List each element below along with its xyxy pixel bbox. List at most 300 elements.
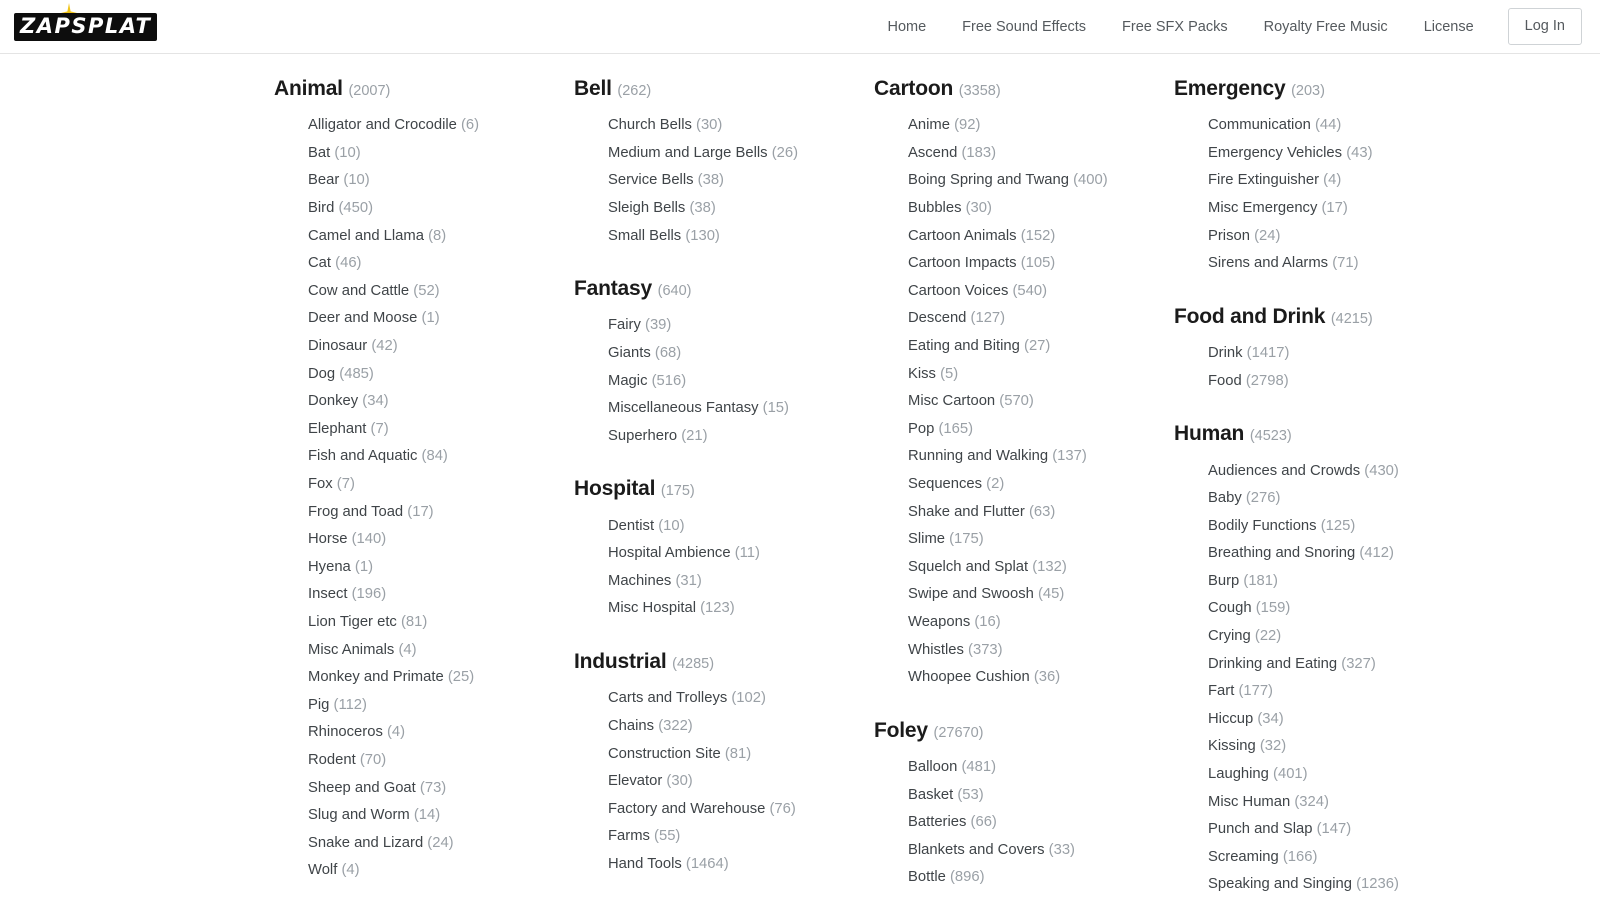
subcategory-count: (276) <box>1245 490 1281 507</box>
subcategory-item[interactable] <box>308 830 574 858</box>
subcategory-item[interactable] <box>608 340 874 368</box>
subcategory-label: Cough <box>1208 600 1252 617</box>
subcategory-label: Fairy <box>608 317 641 334</box>
subcategory-count: (102) <box>731 690 766 707</box>
subcategory-item[interactable] <box>308 388 574 416</box>
category-group <box>574 649 874 878</box>
subcategory-label: Factory and Warehouse <box>608 800 766 817</box>
subcategory-item[interactable] <box>308 278 574 306</box>
subcategory-item[interactable] <box>608 167 874 195</box>
subcategory-count: (10) <box>343 172 370 189</box>
subcategory-label: Construction Site <box>608 745 721 762</box>
subcategory-item[interactable] <box>908 499 1174 527</box>
subcategory-count: (485) <box>339 365 374 382</box>
subcategory-count: (32) <box>1259 738 1287 755</box>
subcategory-item[interactable] <box>908 554 1174 582</box>
category-group-count: (4215) <box>1330 310 1373 327</box>
subcategory-list <box>874 112 1174 691</box>
subcategory-item[interactable] <box>1208 340 1474 368</box>
category-group <box>874 718 1174 892</box>
category-group-label: Animal <box>274 77 343 100</box>
subcategory-count: (68) <box>654 345 682 362</box>
subcategory-item[interactable] <box>308 526 574 554</box>
category-group <box>574 276 874 450</box>
subcategory-item[interactable] <box>1208 816 1474 844</box>
subcategory-count: (112) <box>333 696 367 713</box>
subcategory-label: Communication <box>1208 117 1311 134</box>
subcategory-label: Slime <box>908 531 945 548</box>
subcategory-list <box>574 513 874 623</box>
subcategory-item[interactable] <box>308 609 574 637</box>
subcategory-label: Sirens and Alarms <box>1208 255 1329 272</box>
subcategory-label: Sleigh Bells <box>608 200 686 217</box>
subcategory-item[interactable] <box>1208 195 1474 223</box>
subcategory-label: Miscellaneous Fantasy <box>608 400 759 417</box>
subcategory-label: Boing Spring and Twang <box>908 172 1069 189</box>
subcategory-count: (105) <box>1020 255 1056 272</box>
subcategory-count: (570) <box>999 393 1034 410</box>
subcategory-count: (92) <box>954 117 981 134</box>
subcategory-label: Bubbles <box>908 200 962 217</box>
subcategory-item[interactable] <box>908 416 1174 444</box>
category-group-count: (203) <box>1291 83 1325 99</box>
subcategory-item[interactable] <box>908 250 1174 278</box>
subcategory-count: (159) <box>1255 600 1291 617</box>
subcategory-label: Hyena <box>308 558 351 575</box>
subcategory-item[interactable] <box>608 423 874 451</box>
subcategory-item[interactable] <box>908 809 1174 837</box>
subcategory-item[interactable] <box>908 754 1174 782</box>
category-group <box>574 76 874 250</box>
subcategory-item[interactable] <box>308 305 574 333</box>
subcategory-label: Screaming <box>1208 848 1279 865</box>
subcategory-label: Cat <box>308 255 332 272</box>
subcategory-item[interactable] <box>908 223 1174 251</box>
subcategory-item[interactable] <box>608 713 874 741</box>
category-group-label: Cartoon <box>874 77 954 100</box>
subcategory-label: Squelch and Splat <box>908 558 1029 575</box>
subcategory-label: Rodent <box>308 751 356 768</box>
login-button[interactable]: Log In <box>1508 8 1582 45</box>
subcategory-item[interactable] <box>1208 540 1474 568</box>
subcategory-count: (22) <box>1254 628 1282 645</box>
subcategory-item[interactable] <box>308 719 574 747</box>
subcategory-label: Baby <box>1208 490 1242 507</box>
subcategory-count: (430) <box>1364 462 1399 479</box>
category-group-label: Emergency <box>1174 77 1286 100</box>
subcategory-item[interactable] <box>908 112 1174 140</box>
subcategory-label: Anime <box>908 117 950 134</box>
subcategory-item[interactable] <box>908 305 1174 333</box>
subcategory-count: (11) <box>734 545 760 562</box>
subcategory-label: Audiences and Crowds <box>1208 462 1361 479</box>
subcategory-label: Dog <box>308 365 336 382</box>
subcategory-label: Fire Extinguisher <box>1208 172 1320 189</box>
subcategory-item[interactable] <box>608 223 874 251</box>
subcategory-label: Lion Tiger etc <box>308 613 397 630</box>
subcategory-count: (17) <box>1321 200 1348 217</box>
subcategory-label: Machines <box>608 572 672 589</box>
subcategory-item[interactable] <box>608 685 874 713</box>
subcategory-count: (38) <box>689 200 716 217</box>
subcategory-label: Crying <box>1208 628 1251 645</box>
subcategory-label: Breathing and Snoring <box>1208 545 1356 562</box>
subcategory-label: Swipe and Swoosh <box>908 586 1034 603</box>
subcategory-label: Camel and Llama <box>308 227 424 244</box>
subcategory-count: (17) <box>407 503 434 520</box>
nav-item-license[interactable]: License <box>1423 18 1474 35</box>
subcategory-label: Cartoon Voices <box>908 282 1009 299</box>
subcategory-label: Punch and Slap <box>1208 821 1313 838</box>
subcategory-label: Snake and Lizard <box>308 834 424 851</box>
subcategory-item[interactable] <box>908 167 1174 195</box>
subcategory-item[interactable] <box>608 741 874 769</box>
category-group <box>1174 421 1474 899</box>
subcategory-label: Speaking and Singing <box>1208 876 1352 893</box>
subcategory-count: (24) <box>1254 227 1281 244</box>
subcategory-item[interactable] <box>608 540 874 568</box>
subcategory-item[interactable] <box>608 368 874 396</box>
category-group-title[interactable] <box>574 276 874 302</box>
subcategory-count: (31) <box>675 572 702 589</box>
category-group-count: (262) <box>617 83 652 99</box>
subcategory-count: (73) <box>419 779 447 796</box>
subcategory-label: Insect <box>308 586 348 603</box>
category-group-title[interactable] <box>574 649 874 675</box>
subcategory-count: (327) <box>1341 655 1376 672</box>
subcategory-item[interactable] <box>308 554 574 582</box>
subcategory-item[interactable] <box>1208 140 1474 168</box>
subcategory-count: (30) <box>696 117 723 134</box>
nav-item-royalty-free-music[interactable]: Royalty Free Music <box>1263 18 1388 35</box>
main-nav <box>869 8 1582 45</box>
subcategory-label: Sheep and Goat <box>308 779 416 796</box>
subcategory-label: Cartoon Impacts <box>908 255 1017 272</box>
subcategory-count: (24) <box>427 834 454 851</box>
category-group-title[interactable] <box>1174 76 1474 102</box>
subcategory-list <box>1174 340 1474 395</box>
subcategory-item[interactable] <box>1208 167 1474 195</box>
subcategory-item[interactable] <box>1208 706 1474 734</box>
subcategory-item[interactable] <box>308 223 574 251</box>
subcategory-item[interactable] <box>308 857 574 885</box>
subcategory-item[interactable] <box>308 112 574 140</box>
subcategory-item[interactable] <box>1208 678 1474 706</box>
subcategory-count: (516) <box>651 372 687 389</box>
subcategory-count: (34) <box>1257 710 1284 727</box>
subcategory-item[interactable] <box>308 361 574 389</box>
subcategory-count: (324) <box>1294 793 1329 810</box>
category-group-title[interactable] <box>874 718 1174 744</box>
subcategory-count: (7) <box>336 475 355 492</box>
subcategory-count: (322) <box>658 717 693 734</box>
category-group-label: Human <box>1174 422 1245 446</box>
category-group-title[interactable] <box>874 76 1174 102</box>
subcategory-item[interactable] <box>1208 458 1474 486</box>
subcategory-item[interactable] <box>308 802 574 830</box>
subcategory-item[interactable] <box>308 581 574 609</box>
subcategory-label: Superhero <box>608 427 678 444</box>
subcategory-item[interactable] <box>1208 112 1474 140</box>
category-group <box>1174 76 1474 278</box>
subcategory-item[interactable] <box>308 775 574 803</box>
subcategory-item[interactable] <box>908 388 1174 416</box>
subcategory-count: (30) <box>666 773 693 790</box>
subcategory-count: (52) <box>413 282 440 299</box>
subcategory-label: Giants <box>608 345 651 362</box>
subcategory-label: Slug and Worm <box>308 807 410 824</box>
subcategory-item[interactable] <box>608 513 874 541</box>
subcategory-label: Misc Hospital <box>608 600 696 617</box>
subcategory-count: (36) <box>1033 669 1061 686</box>
subcategory-label: Deer and Moose <box>308 310 418 327</box>
subcategory-item[interactable] <box>1208 651 1474 679</box>
subcategory-count: (196) <box>351 586 387 603</box>
subcategory-item[interactable] <box>1208 485 1474 513</box>
subcategory-count: (400) <box>1073 172 1108 189</box>
subcategory-item[interactable] <box>308 471 574 499</box>
subcategory-item[interactable] <box>308 692 574 720</box>
subcategory-count: (34) <box>362 393 389 410</box>
subcategory-label: Ascend <box>908 144 958 161</box>
subcategory-count: (30) <box>965 200 992 217</box>
category-group-count: (4523) <box>1249 428 1292 445</box>
subcategory-item[interactable] <box>1208 368 1474 396</box>
subcategory-item[interactable] <box>608 140 874 168</box>
subcategory-count: (66) <box>970 814 997 831</box>
subcategory-count: (4) <box>386 724 406 741</box>
subcategory-count: (43) <box>1346 144 1373 161</box>
subcategory-item[interactable] <box>308 416 574 444</box>
subcategory-item[interactable] <box>908 864 1174 892</box>
subcategory-count: (166) <box>1282 848 1318 865</box>
nav-item-free-sound-effects[interactable]: Free Sound Effects <box>962 18 1087 35</box>
subcategory-label: Laughing <box>1208 766 1269 783</box>
subcategory-item[interactable] <box>608 823 874 851</box>
subcategory-item[interactable] <box>1208 223 1474 251</box>
subcategory-item[interactable] <box>308 637 574 665</box>
zapsplat-logo[interactable] <box>14 10 152 44</box>
subcategory-label: Wolf <box>308 862 338 879</box>
site-header <box>0 0 1600 54</box>
subcategory-label: Alligator and Crocodile <box>308 117 457 134</box>
subcategory-item[interactable] <box>908 471 1174 499</box>
subcategory-label: Emergency Vehicles <box>1208 144 1343 161</box>
subcategory-label: Running and Walking <box>908 448 1049 465</box>
subcategory-label: Misc Cartoon <box>908 393 996 410</box>
category-group-title[interactable] <box>1174 421 1474 447</box>
subcategory-label: Small Bells <box>608 227 682 244</box>
subcategory-count: (2798) <box>1245 372 1289 389</box>
subcategory-item[interactable] <box>608 112 874 140</box>
subcategory-item[interactable] <box>908 664 1174 692</box>
subcategory-label: Drinking and Eating <box>1208 655 1338 672</box>
category-group <box>874 76 1174 692</box>
subcategory-label: Sequences <box>908 475 983 492</box>
subcategory-item[interactable] <box>608 312 874 340</box>
subcategory-count: (137) <box>1052 448 1087 465</box>
subcategory-item[interactable] <box>908 782 1174 810</box>
subcategory-item[interactable] <box>1208 623 1474 651</box>
subcategory-label: Eating and Biting <box>908 338 1020 354</box>
category-group-count: (3358) <box>958 83 1001 99</box>
subcategory-item[interactable] <box>308 195 574 223</box>
subcategory-count: (412) <box>1359 545 1394 562</box>
subcategory-item[interactable] <box>608 195 874 223</box>
subcategory-label: Misc Human <box>1208 793 1291 810</box>
subcategory-count: (71) <box>1332 255 1359 272</box>
subcategory-item[interactable] <box>608 768 874 796</box>
subcategory-item[interactable] <box>908 443 1174 471</box>
category-group-label: Food and Drink <box>1174 304 1326 328</box>
category-column-1 <box>274 76 574 914</box>
subcategory-item[interactable] <box>308 664 574 692</box>
subcategory-count: (4) <box>398 641 417 658</box>
subcategory-label: Whistles <box>908 641 964 658</box>
subcategory-list <box>1174 458 1474 900</box>
subcategory-item[interactable] <box>1208 250 1474 278</box>
subcategory-label: Weapons <box>908 613 971 630</box>
subcategory-count: (5) <box>940 365 959 382</box>
subcategory-item[interactable] <box>908 637 1174 665</box>
category-group-title[interactable] <box>1174 304 1474 330</box>
subcategory-list <box>874 754 1174 892</box>
subcategory-item[interactable] <box>608 851 874 879</box>
subcategory-item[interactable] <box>908 609 1174 637</box>
subcategory-label: Dinosaur <box>308 338 368 354</box>
subcategory-count: (125) <box>1320 517 1356 534</box>
category-group-count: (27670) <box>933 724 984 741</box>
subcategory-label: Descend <box>908 310 967 327</box>
subcategory-label: Misc Animals <box>308 641 395 658</box>
subcategory-item[interactable] <box>608 395 874 423</box>
category-group-label: Foley <box>874 718 928 742</box>
subcategory-label: Drink <box>1208 345 1243 362</box>
category-columns <box>0 54 1600 914</box>
logo-text: ZAPSPLAT <box>14 13 157 41</box>
subcategory-item[interactable] <box>1208 789 1474 817</box>
subcategory-count: (15) <box>762 400 789 417</box>
subcategory-item[interactable] <box>908 526 1174 554</box>
subcategory-item[interactable] <box>308 443 574 471</box>
subcategory-label: Bat <box>308 144 331 161</box>
category-group-title[interactable] <box>574 476 874 502</box>
category-group-count: (175) <box>660 483 695 500</box>
subcategory-label: Chains <box>608 717 655 734</box>
subcategory-count: (33) <box>1048 841 1075 858</box>
subcategory-item[interactable] <box>908 140 1174 168</box>
subcategory-count: (896) <box>949 869 985 886</box>
subcategory-item[interactable] <box>608 568 874 596</box>
category-group-label: Fantasy <box>574 277 652 301</box>
subcategory-item[interactable] <box>308 250 574 278</box>
category-group-label: Hospital <box>574 477 656 501</box>
subcategory-count: (4) <box>1323 172 1342 189</box>
subcategory-count: (16) <box>974 613 1001 630</box>
category-group-count: (640) <box>657 283 692 300</box>
subcategory-label: Elephant <box>308 420 367 437</box>
subcategory-count: (81) <box>400 613 428 630</box>
subcategory-count: (45) <box>1037 586 1065 603</box>
subcategory-item[interactable] <box>1208 595 1474 623</box>
subcategory-item[interactable] <box>608 796 874 824</box>
subcategory-item[interactable] <box>1208 733 1474 761</box>
subcategory-count: (8) <box>428 227 447 244</box>
subcategory-count: (140) <box>351 531 387 548</box>
subcategory-label: Balloon <box>908 758 958 775</box>
subcategory-item[interactable] <box>908 278 1174 306</box>
subcategory-count: (42) <box>371 338 398 354</box>
subcategory-item[interactable] <box>308 499 574 527</box>
subcategory-count: (14) <box>413 807 441 824</box>
subcategory-count: (540) <box>1012 282 1048 299</box>
subcategory-item[interactable] <box>308 140 574 168</box>
subcategory-label: Carts and Trolleys <box>608 690 728 707</box>
subcategory-item[interactable] <box>308 747 574 775</box>
subcategory-list <box>274 112 574 885</box>
subcategory-count: (84) <box>421 448 448 465</box>
category-group-title[interactable] <box>574 76 874 102</box>
subcategory-count: (7) <box>370 420 389 437</box>
subcategory-count: (10) <box>658 517 685 534</box>
subcategory-item[interactable] <box>908 361 1174 389</box>
subcategory-item[interactable] <box>1208 513 1474 541</box>
subcategory-item[interactable] <box>608 595 874 623</box>
subcategory-count: (130) <box>685 227 720 244</box>
nav-item-home[interactable]: Home <box>887 18 927 35</box>
subcategory-label: Kissing <box>1208 738 1256 755</box>
category-column-4 <box>1174 76 1474 914</box>
subcategory-item[interactable] <box>1208 871 1474 899</box>
subcategory-item[interactable] <box>908 333 1174 361</box>
subcategory-label: Medium and Large Bells <box>608 144 768 161</box>
subcategory-count: (2) <box>986 475 1005 492</box>
subcategory-item[interactable] <box>1208 844 1474 872</box>
subcategory-label: Hiccup <box>1208 710 1254 727</box>
subcategory-item[interactable] <box>908 195 1174 223</box>
subcategory-label: Bird <box>308 200 335 217</box>
subcategory-count: (81) <box>724 745 752 762</box>
subcategory-label: Fish and Aquatic <box>308 448 418 465</box>
subcategory-item[interactable] <box>908 581 1174 609</box>
subcategory-count: (1) <box>421 310 440 327</box>
subcategory-count: (1236) <box>1356 876 1399 893</box>
subcategory-item[interactable] <box>1208 568 1474 596</box>
subcategory-item[interactable] <box>1208 761 1474 789</box>
category-group-label: Industrial <box>574 650 667 674</box>
subcategory-label: Bear <box>308 172 340 189</box>
subcategory-label: Monkey and Primate <box>308 669 444 686</box>
subcategory-label: Misc Emergency <box>1208 200 1318 217</box>
subcategory-count: (25) <box>447 669 475 686</box>
subcategory-item[interactable] <box>308 167 574 195</box>
category-group-title[interactable] <box>274 76 574 102</box>
subcategory-list <box>574 685 874 878</box>
subcategory-item[interactable] <box>908 837 1174 865</box>
subcategory-list <box>574 312 874 450</box>
subcategory-label: Blankets and Covers <box>908 841 1045 858</box>
subcategory-label: Hospital Ambience <box>608 545 731 562</box>
subcategory-label: Hand Tools <box>608 855 682 872</box>
subcategory-count: (4) <box>341 862 360 879</box>
nav-item-free-sfx-packs[interactable]: Free SFX Packs <box>1122 18 1228 35</box>
subcategory-list <box>1174 112 1474 278</box>
subcategory-label: Burp <box>1208 572 1240 589</box>
subcategory-label: Basket <box>908 786 954 803</box>
subcategory-label: Bottle <box>908 869 946 886</box>
subcategory-item[interactable] <box>308 333 574 361</box>
subcategory-count: (76) <box>769 800 796 817</box>
